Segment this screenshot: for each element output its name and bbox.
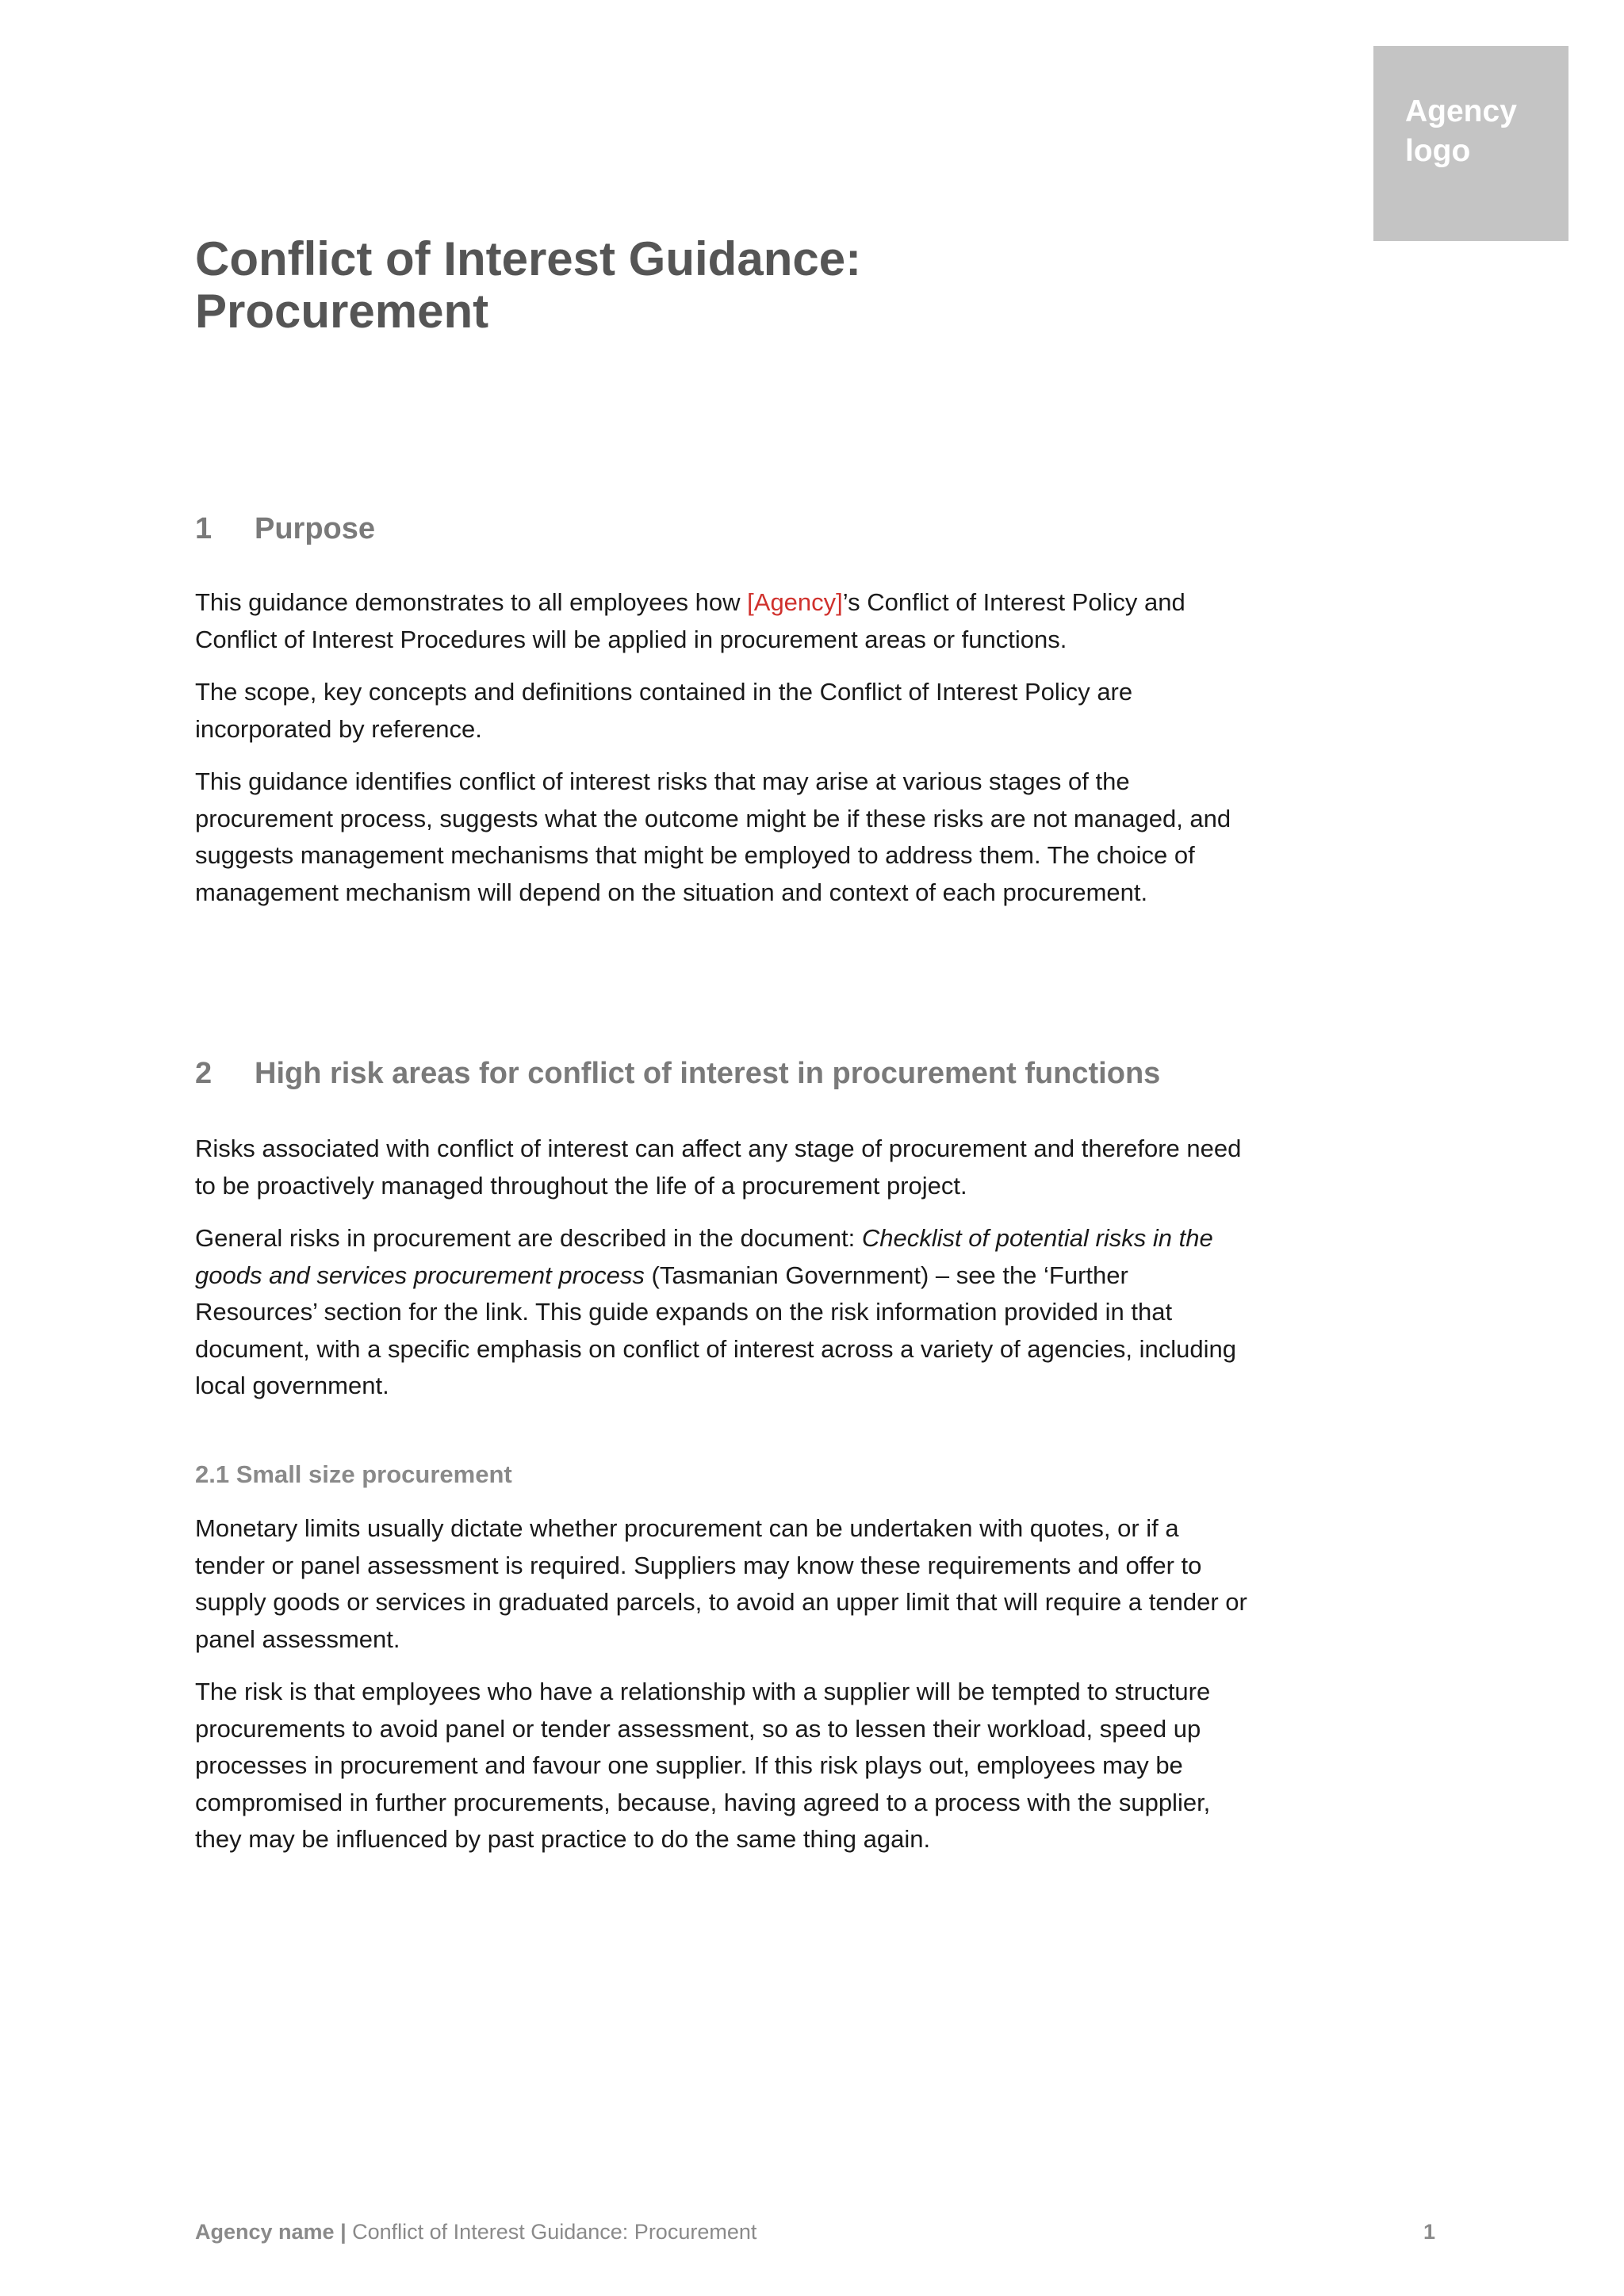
section-2-heading xyxy=(195,1054,1160,1093)
section-2-1-paragraph-1: Monetary limits usually dictate whether procurement can be undertaken with quotes, or if a tender or panel assessment is required. Suppliers may know these requirements and offer to supply goods or services in graduated parcels, to avoid an upper limit that will require a tender or panel assessment. xyxy=(195,1514,1247,1653)
section-2-number: 2 xyxy=(195,1057,213,1090)
section-1-number: 1 xyxy=(195,512,213,545)
document-title xyxy=(195,233,1226,338)
section-2-title: High risk areas for conflict of interest in procurement functions xyxy=(255,1057,1161,1090)
section-2-body xyxy=(195,1131,1250,1405)
section-1-paragraph-3: This guidance identifies conflict of interest risks that may arise at various stages of the procurement process, suggests what the outcome might be if these risks are not managed, and suggests management mechanisms that might be employed to address them. The choice of management mechanism will depend on the situation and context of each procurement. xyxy=(195,767,1231,906)
section-2-paragraph-1: Risks associated with conflict of interest can affect any stage of procurement and therefore need to be proactively managed throughout the life of a procurement project. xyxy=(195,1135,1242,1200)
p2-text-start: General risks in procurement are described in the document: xyxy=(195,1224,862,1252)
document-title-line-1: Conflict of Interest Guidance: xyxy=(195,232,862,285)
section-1-body xyxy=(195,584,1250,911)
section-2-1-body xyxy=(195,1510,1250,1858)
p1-text-start: This guidance demonstrates to all employees how xyxy=(195,588,748,616)
section-2-1-paragraph-2: The risk is that employees who have a relationship with a supplier will be tempted to structure procurements to avoid panel or tender assessment, so as to lessen their workload, speed up processes in procurement and favour one supplier. If this risk plays out, employees may be compromised in further procurements, because, having agreed to a process with the supplier, they may be influenced by past practice to do the same thing again. xyxy=(195,1678,1211,1853)
agency-logo xyxy=(1373,46,1568,241)
section-1-paragraph-2: The scope, key concepts and definitions contained in the Conflict of Interest Policy are incorporated by reference. xyxy=(195,678,1133,743)
section-1-heading xyxy=(195,510,375,548)
p1-text-end: ’s Conflict of Interest Policy and Conflict of Interest Procedures will be applied in procurement areas or functions. xyxy=(195,588,1185,653)
section-1-title: Purpose xyxy=(255,512,376,545)
page-number: 1 xyxy=(1423,2220,1436,2244)
footer-document-title: Conflict of Interest Guidance: Procurement xyxy=(346,2220,757,2244)
page-footer xyxy=(195,2220,756,2244)
section-1-paragraph-1 xyxy=(195,584,1250,658)
logo-line-2: logo xyxy=(1405,134,1471,168)
checklist-document-title: Checklist of potential risks in the goods and services procurement process xyxy=(195,1224,1213,1289)
logo-line-1: Agency xyxy=(1405,94,1517,128)
p2-text-end: (Tasmanian Government) – see the ‘Further Resources’ section for the link. This guide expands on the risk information provided in that document, with a specific emphasis on conflict of interest across a variety of agencies, including local government. xyxy=(195,1261,1236,1399)
section-2-paragraph-2 xyxy=(195,1220,1250,1405)
agency-placeholder: [Agency] xyxy=(747,588,843,616)
document-title-line-2: Procurement xyxy=(195,285,489,338)
section-2-1-heading: 2.1 Small size procurement xyxy=(195,1460,512,1488)
footer-agency-name: Agency name | xyxy=(195,2220,347,2244)
